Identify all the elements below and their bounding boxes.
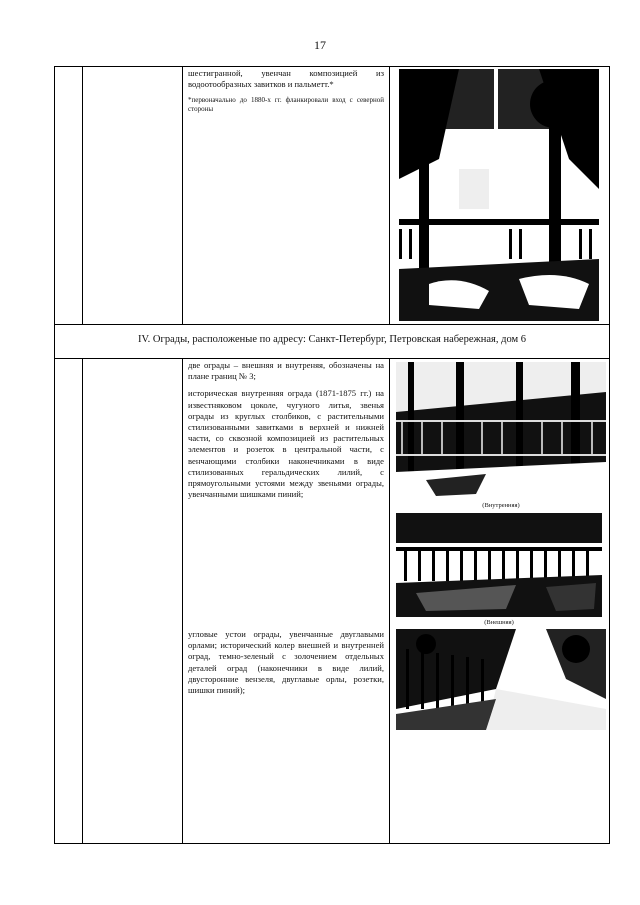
outer-fence-caption: (Внешняя) <box>484 619 514 626</box>
column-divider <box>82 359 83 843</box>
outer-fence-photo <box>396 513 602 617</box>
footnote-text: *первоначально до 1880-х гг. фланкировали вход с северной стороны <box>188 96 384 114</box>
column-divider <box>182 67 183 324</box>
description-cell <box>188 68 384 114</box>
column-divider <box>82 67 83 324</box>
table-row-section <box>55 325 609 359</box>
corner-description-cell <box>188 629 384 702</box>
column-divider <box>389 359 390 843</box>
document-table <box>54 66 610 844</box>
column-divider <box>389 67 390 324</box>
column-divider <box>182 359 183 843</box>
fence-description-cell <box>188 360 384 506</box>
table-row-3 <box>55 359 609 843</box>
inner-fence-caption: (Внутренняя) <box>482 502 520 509</box>
corner-fence-text: угловые устои ограды, увенчанные двуглавыми орлами; исторический колер внешней и внутренней оград, темно-зеленый с золочением отдельных деталей оград (наконечники в виде лилий, двусторонние вензеля, двуглавые орлы, розетки, шишки пиний); <box>188 629 384 696</box>
fences-intro-text: две ограды – внешняя и внутреняя, обозначены на плане границ № 3; <box>188 360 384 382</box>
inner-fence-photo <box>396 362 606 500</box>
garden-lanterns-photo <box>399 69 599 321</box>
page-number: 17 <box>314 38 326 52</box>
section-title: IV. Ограды, расположеные по адресу: Санкт-Петербург, Петровская набережная, дом 6 <box>137 334 527 345</box>
corner-fence-photo <box>396 629 606 730</box>
description-text: шестигранной, увенчан композицией из водоотообразных завитков и пальметт.* <box>188 68 384 90</box>
inner-fence-text: историческая внутренняя ограда (1871-1875 гг.) на известняковом цоколе, чугуного литья, звенья ограды из круглых столбиков, с растительными стилизованными завитками в верхней и нижней части, со сквозной композицией из растительных элементов и розеток в центральной части, с венчающими столбики наконечниками в виде стилизованных геральдических лилий, с прямоугольными устоями между звеньями ограды, увенчанными шишками пиний; <box>188 388 384 500</box>
table-row-1 <box>55 67 609 325</box>
